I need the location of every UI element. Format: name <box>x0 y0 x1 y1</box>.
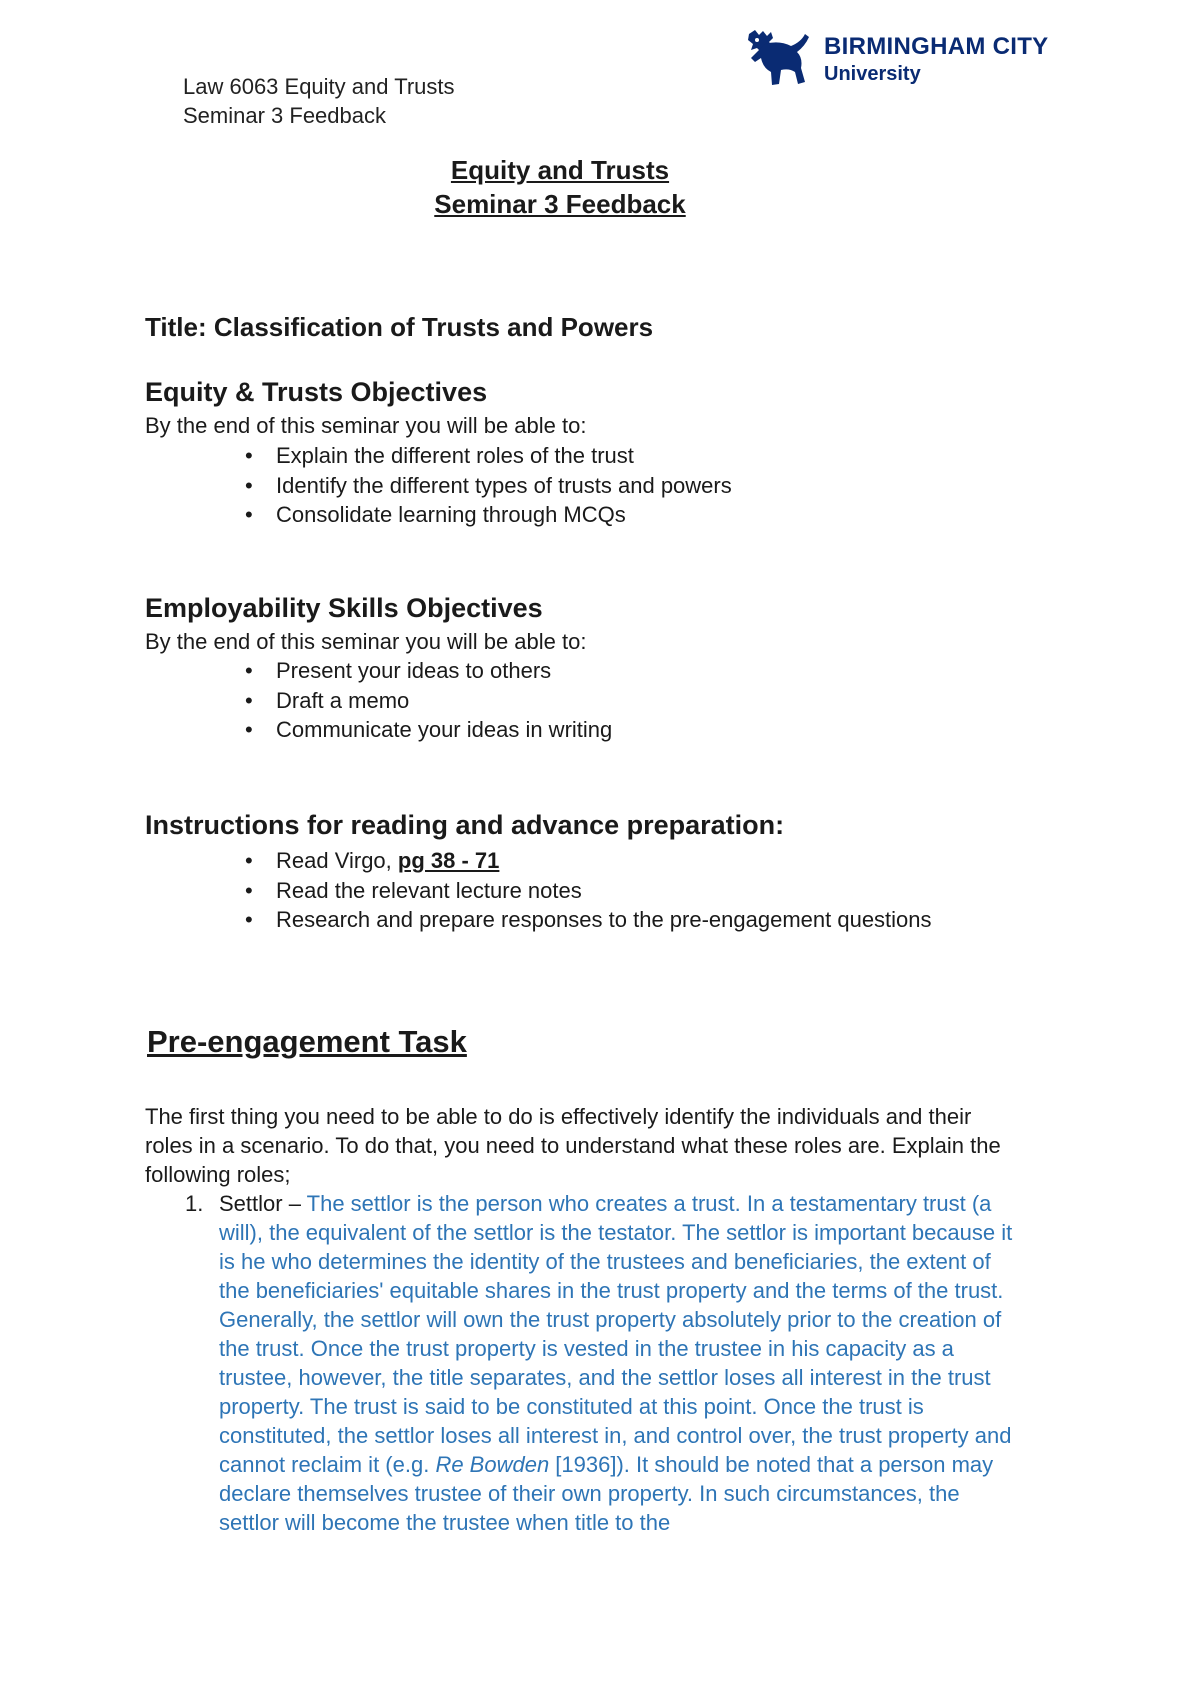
brand-line-1: BIRMINGHAM CITY <box>824 33 1049 60</box>
list-item: • Read the relevant lecture notes <box>245 876 932 906</box>
document-title: Equity and Trusts <box>450 155 670 185</box>
document-subtitle: Seminar 3 Feedback <box>434 189 686 219</box>
settlor-answer-part2: [1936]). It should be noted that a person may declare themselves trustee of their own property. In such circumstances, the settlor will become the trustee when title to the <box>219 1452 994 1535</box>
instructions-list <box>245 846 932 935</box>
employability-objectives-intro: By the end of this seminar you will be able to: <box>145 629 587 654</box>
pre-engagement-paragraph: The first thing you need to be able to do is effectively identify the individuals and their roles in a scenario. To do that, you need to understand what these roles are. Explain the following roles; <box>145 1104 1001 1187</box>
university-logo <box>745 28 1049 92</box>
list-item: • Present your ideas to others <box>245 656 612 686</box>
list-item: • Communicate your ideas in writing <box>245 715 612 745</box>
document-header <box>183 72 455 130</box>
equity-objectives-heading: Equity & Trusts Objectives <box>145 377 488 407</box>
list-item: • Explain the different roles of the trust <box>245 441 732 471</box>
list-item: • Research and prepare responses to the pre-engagement questions <box>245 905 932 935</box>
settlor-answer-part1: The settlor is the person who creates a trust. In a testamentary trust (a will), the equivalent of the settlor is the testator. The settlor is important because it is he who determines the identity of the trustees and beneficiaries, the extent of the beneficiaries' equitable shares in the trust property and the terms of the trust. Generally, the settlor will own the trust property absolutely prior to the creation of the trust. Once the trust property is vested in the trustee in his capacity as a trustee, however, the title separates, and the settlor loses all interest in the trust property. The trust is said to be constituted at this point. Once the trust is constituted, the settlor loses all interest in, and control over, the trust property and cannot reclaim it (e.g. <box>219 1191 1013 1477</box>
brand-line-2: University <box>824 63 921 85</box>
lion-crest-icon <box>745 28 815 92</box>
header-subtitle: Seminar 3 Feedback <box>183 103 386 128</box>
list-item <box>245 846 932 876</box>
case-name: Re Bowden <box>435 1452 550 1477</box>
equity-objectives-intro: By the end of this seminar you will be able to: <box>145 413 587 438</box>
list-item: • Identify the different types of trusts and powers <box>245 471 732 501</box>
equity-objectives-list <box>245 441 732 530</box>
employability-objectives-heading: Employability Skills Objectives <box>145 593 543 623</box>
list-item: • Consolidate learning through MCQs <box>245 500 732 530</box>
seminar-title: Title: Classification of Trusts and Powers <box>145 312 654 342</box>
employability-objectives-list <box>245 656 612 745</box>
reading-prefix: Read Virgo, <box>276 848 398 873</box>
item-label: Settlor – <box>219 1191 307 1216</box>
instructions-heading: Instructions for reading and advance preparation: <box>145 810 785 840</box>
reading-pages-link[interactable]: pg 38 - 71 <box>397 848 500 873</box>
pre-engagement-heading: Pre-engagement Task <box>147 1024 467 1059</box>
course-code: Law 6063 Equity and Trusts <box>183 74 455 99</box>
item-number: 1. <box>185 1191 204 1216</box>
list-item: • Draft a memo <box>245 686 612 716</box>
roles-list-item <box>185 1189 1015 1537</box>
item-body <box>219 1189 1015 1537</box>
